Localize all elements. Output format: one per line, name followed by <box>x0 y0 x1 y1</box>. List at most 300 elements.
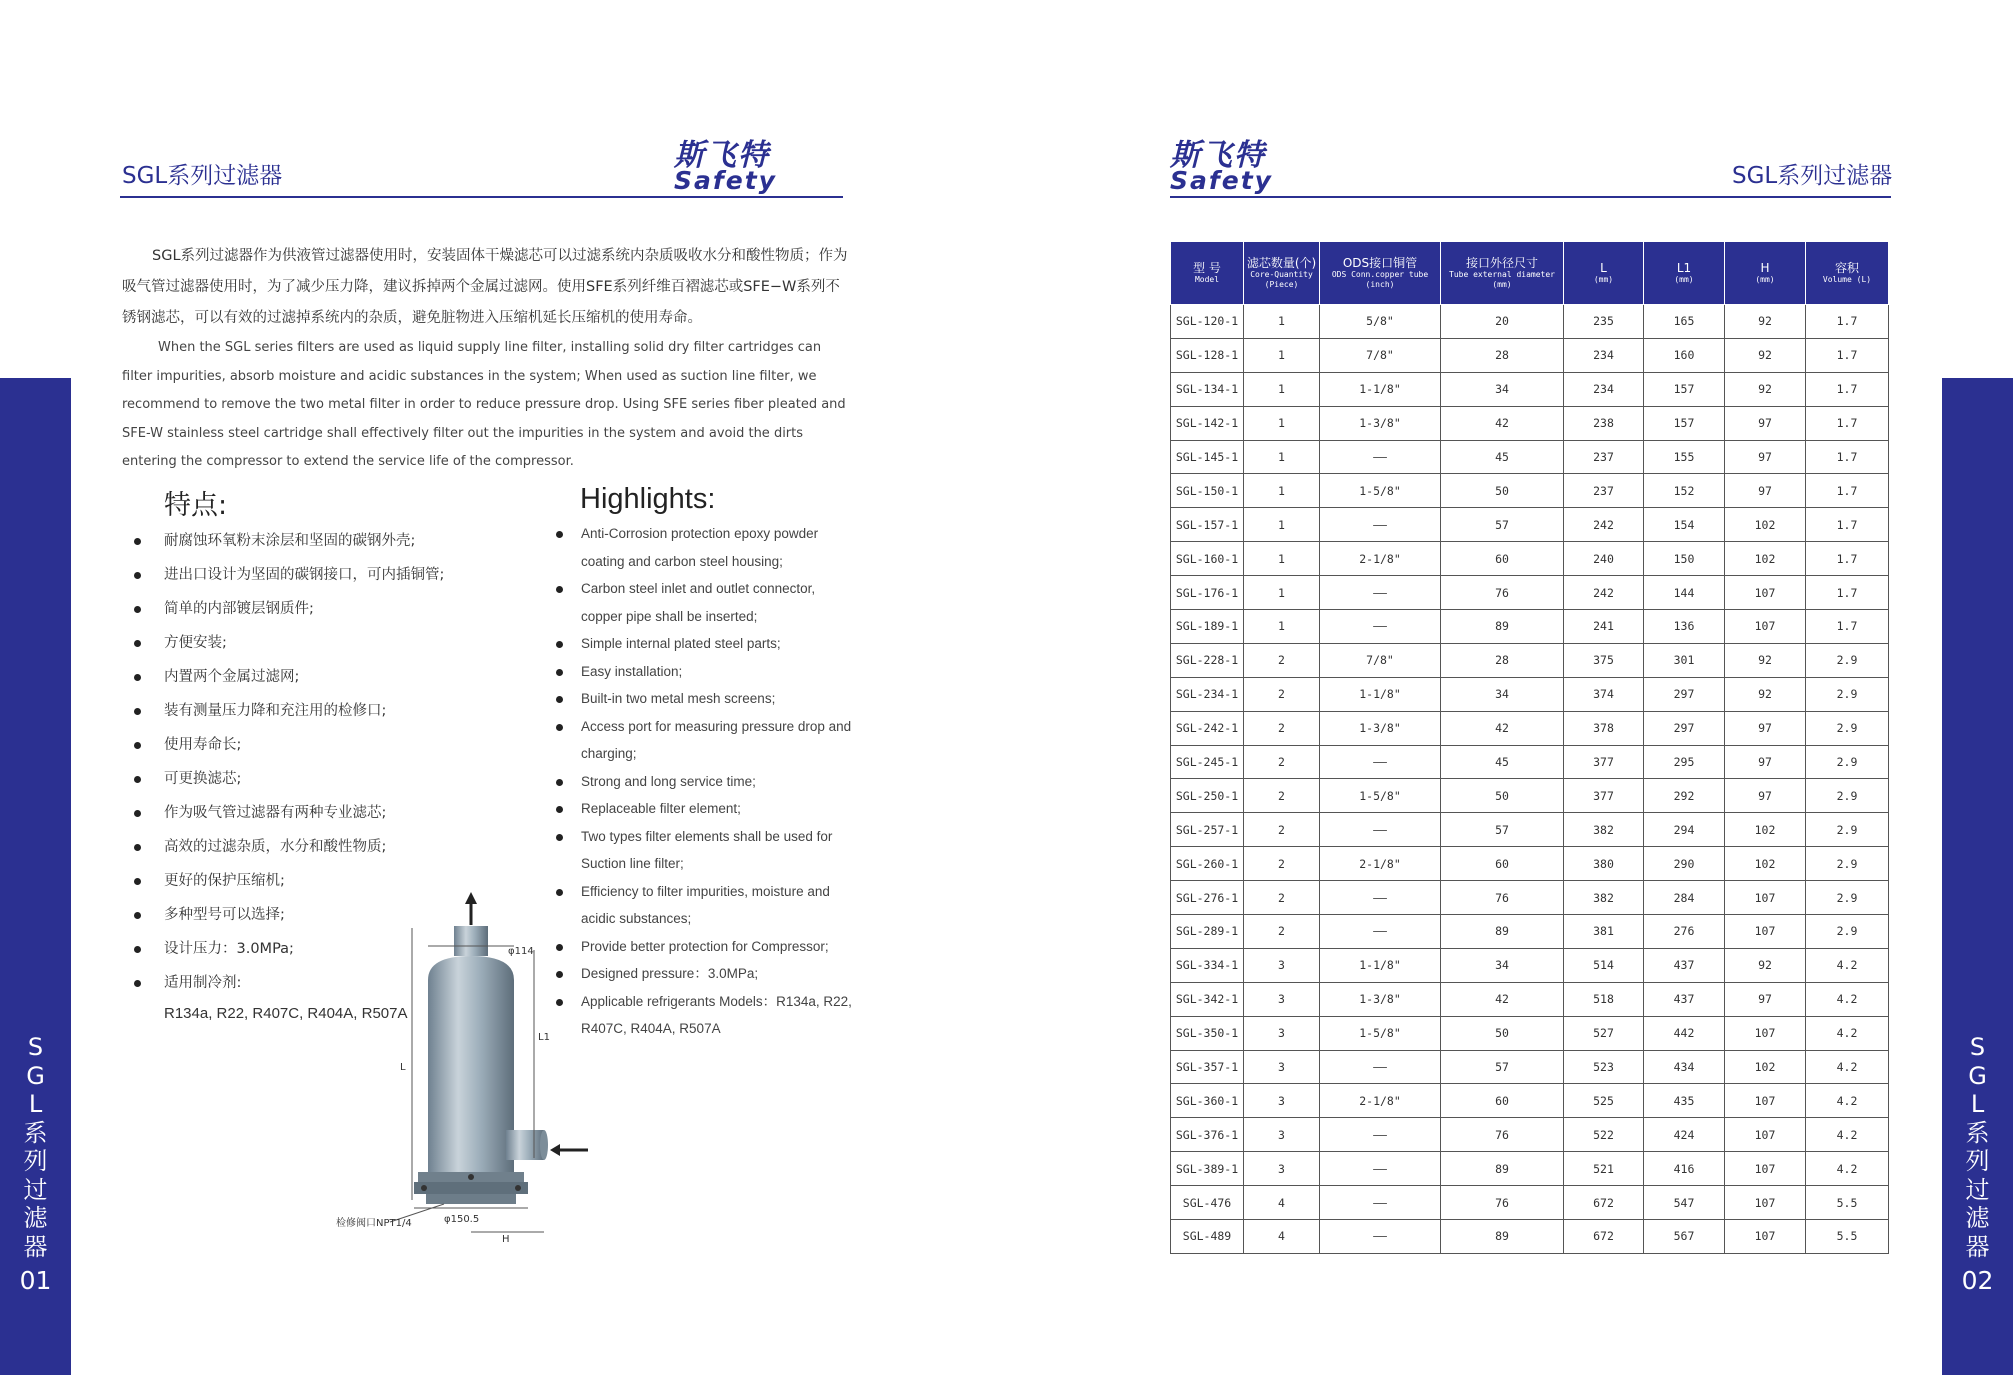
table-cell: 92 <box>1725 372 1806 406</box>
bullet-icon <box>134 606 141 613</box>
table-cell: SGL-128-1 <box>1171 338 1244 372</box>
right-brand-logo <box>1170 138 1340 195</box>
label-L1: L1 <box>538 1032 550 1043</box>
sidebar-char: S <box>27 1033 44 1061</box>
highlight-cn-item <box>130 526 444 560</box>
table-cell: 102 <box>1725 847 1806 881</box>
highlight-en-item <box>553 768 853 796</box>
label-dia-top: φ114 <box>508 946 534 957</box>
base-cap <box>426 1194 516 1204</box>
table-cell: SGL-360-1 <box>1171 1084 1244 1118</box>
table-cell: 382 <box>1564 813 1644 847</box>
table-cell: 3 <box>1244 1084 1320 1118</box>
table-cell: 1-5/8" <box>1320 1016 1441 1050</box>
table-cell: 4 <box>1244 1186 1320 1220</box>
table-cell: SGL-145-1 <box>1171 440 1244 474</box>
table-cell: 102 <box>1725 508 1806 542</box>
table-cell: 4.2 <box>1806 982 1889 1016</box>
table-cell: 97 <box>1725 779 1806 813</box>
table-cell: 672 <box>1564 1186 1644 1220</box>
bullet-icon <box>134 912 141 919</box>
table-cell: 3 <box>1244 982 1320 1016</box>
table-cell: SGL-350-1 <box>1171 1016 1244 1050</box>
table-cell: 107 <box>1725 1186 1806 1220</box>
table-cell: 2-1/8" <box>1320 847 1441 881</box>
table-cell: 380 <box>1564 847 1644 881</box>
highlight-cn-item <box>130 832 444 866</box>
table-cell: 2.9 <box>1806 915 1889 949</box>
table-cell: 7/8" <box>1320 643 1441 677</box>
table-cell: 76 <box>1441 576 1564 610</box>
left-page-number: 01 <box>19 1266 52 1295</box>
table-cell: 50 <box>1441 1016 1564 1050</box>
table-header-row <box>1171 242 1889 305</box>
table-cell: 3 <box>1244 948 1320 982</box>
table-row <box>1171 576 1889 610</box>
table-cell: 1 <box>1244 542 1320 576</box>
table-cell: 1.7 <box>1806 542 1889 576</box>
table-cell: 378 <box>1564 711 1644 745</box>
column-header-en: (mm) <box>1593 275 1614 284</box>
left-sidebar-title <box>0 1033 71 1261</box>
table-cell: 34 <box>1441 677 1564 711</box>
table-cell: SGL-245-1 <box>1171 745 1244 779</box>
table-cell: 3 <box>1244 1152 1320 1186</box>
table-row <box>1171 1118 1889 1152</box>
table-cell: 60 <box>1441 542 1564 576</box>
highlight-en-text: Two types filter elements shall be used for Suction line filter; <box>581 828 833 871</box>
label-L: L <box>400 1062 406 1073</box>
table-cell: 1.7 <box>1806 474 1889 508</box>
highlight-cn-text: 内置两个金属过滤网; <box>164 669 300 685</box>
highlight-en-text: Provide better protection for Compressor; <box>581 938 829 954</box>
table-cell: 237 <box>1564 440 1644 474</box>
table-row <box>1171 406 1889 440</box>
table-cell: 241 <box>1564 610 1644 644</box>
table-cell: 2-1/8" <box>1320 1084 1441 1118</box>
table-cell: SGL-376-1 <box>1171 1118 1244 1152</box>
table-cell: 2.9 <box>1806 711 1889 745</box>
highlight-cn-text: 方便安装; <box>164 635 227 651</box>
intro-english <box>122 334 852 477</box>
table-cell: 1-1/8" <box>1320 372 1441 406</box>
table-cell: 107 <box>1725 1152 1806 1186</box>
table-cell: 377 <box>1564 745 1644 779</box>
sidebar-char: 系 <box>1965 1118 1990 1147</box>
column-header-en: Volume (L) <box>1822 275 1872 284</box>
table-cell: 1.7 <box>1806 305 1889 339</box>
bullet-icon <box>556 531 563 538</box>
table-cell: 1-5/8" <box>1320 779 1441 813</box>
inlet-opening <box>540 1130 548 1160</box>
table-cell: 1.7 <box>1806 338 1889 372</box>
table-cell: 4 <box>1244 1220 1320 1254</box>
bullet-icon <box>134 674 141 681</box>
table-cell: 242 <box>1564 508 1644 542</box>
table-cell: 34 <box>1441 372 1564 406</box>
table-cell: 76 <box>1441 881 1564 915</box>
bullet-icon <box>134 572 141 579</box>
table-cell: SGL-176-1 <box>1171 576 1244 610</box>
highlight-en-text: Strong and long service time; <box>581 773 756 789</box>
sidebar-char: 器 <box>23 1232 48 1261</box>
highlight-cn-text: 作为吸气管过滤器有两种专业滤芯; <box>164 805 387 821</box>
table-cell: 2 <box>1244 881 1320 915</box>
table-cell: 97 <box>1725 406 1806 440</box>
highlight-en-item <box>553 630 853 658</box>
column-header-en: Tube external diameter (mm) <box>1449 270 1555 289</box>
table-row <box>1171 779 1889 813</box>
table-cell: 2 <box>1244 745 1320 779</box>
table-cell: SGL-250-1 <box>1171 779 1244 813</box>
right-sidebar-title <box>1942 1033 2013 1261</box>
table-cell: 92 <box>1725 948 1806 982</box>
highlight-cn-text: 进出口设计为坚固的碳钢接口，可内插铜管; <box>164 567 445 583</box>
table-cell: 276 <box>1644 915 1725 949</box>
table-cell: 4.2 <box>1806 1152 1889 1186</box>
table-cell: 521 <box>1564 1152 1644 1186</box>
logo-en: Safety <box>1170 166 1273 195</box>
table-cell: 2 <box>1244 813 1320 847</box>
bullet-icon <box>134 708 141 715</box>
highlight-cn-item <box>130 764 444 798</box>
table-cell: 2.9 <box>1806 881 1889 915</box>
table-row <box>1171 881 1889 915</box>
table-row <box>1171 1152 1889 1186</box>
table-cell: —— <box>1320 915 1441 949</box>
table-cell: 102 <box>1725 1050 1806 1084</box>
sidebar-char: 列 <box>23 1147 48 1175</box>
column-header-cn: L <box>1600 261 1607 275</box>
highlight-cn-text: 耐腐蚀环氧粉末涂层和坚固的碳钢外壳; <box>164 533 416 549</box>
highlight-en-text: Access port for measuring pressure drop and charging; <box>581 718 852 761</box>
table-cell: 1 <box>1244 305 1320 339</box>
bullet-icon <box>556 724 563 731</box>
refrigerants-cn: R134a, R22, R407C, R404A, R507A <box>164 1005 408 1022</box>
table-body <box>1171 305 1889 1254</box>
table-cell: 382 <box>1564 881 1644 915</box>
table-cell: 1.7 <box>1806 406 1889 440</box>
table-cell: 50 <box>1441 474 1564 508</box>
table-cell: 3 <box>1244 1118 1320 1152</box>
table-cell: SGL-489 <box>1171 1220 1244 1254</box>
highlight-cn-text: 更好的保护压缩机; <box>164 873 285 889</box>
table-cell: 4.2 <box>1806 1016 1889 1050</box>
table-cell: 3 <box>1244 1050 1320 1084</box>
table-cell: SGL-334-1 <box>1171 948 1244 982</box>
table-cell: 97 <box>1725 711 1806 745</box>
table-cell: 234 <box>1564 338 1644 372</box>
highlight-en-text: Applicable refrigerants Models：R134a, R22, R407C, R404A, R507A <box>581 993 852 1036</box>
table-cell: 165 <box>1644 305 1725 339</box>
highlights-cn-heading: 特点: <box>164 490 228 521</box>
column-header-en: Core-Quantity (Piece) <box>1250 270 1313 289</box>
table-cell: 107 <box>1725 576 1806 610</box>
table-row <box>1171 305 1889 339</box>
table-cell: 292 <box>1644 779 1725 813</box>
highlight-en-text: Designed pressure：3.0MPa; <box>581 966 759 981</box>
table-cell: 97 <box>1725 474 1806 508</box>
table-cell: —— <box>1320 745 1441 779</box>
table-cell: 567 <box>1644 1220 1725 1254</box>
table-cell: 89 <box>1441 1220 1564 1254</box>
table-cell: 60 <box>1441 1084 1564 1118</box>
table-cell: 1.7 <box>1806 372 1889 406</box>
table-cell: 1 <box>1244 508 1320 542</box>
table-cell: 92 <box>1725 643 1806 677</box>
table-row <box>1171 610 1889 644</box>
table-cell: 1-1/8" <box>1320 677 1441 711</box>
table-cell: 1 <box>1244 338 1320 372</box>
table-cell: —— <box>1320 881 1441 915</box>
table-cell: 1-5/8" <box>1320 474 1441 508</box>
table-cell: 89 <box>1441 610 1564 644</box>
column-header-en: ODS Conn.copper tube (inch) <box>1331 270 1429 289</box>
highlight-cn-item <box>130 628 444 662</box>
table-cell: 522 <box>1564 1118 1644 1152</box>
highlight-cn-text: 适用制冷剂: <box>164 975 242 991</box>
table-cell: 1.7 <box>1806 576 1889 610</box>
highlight-cn-text: 多种型号可以选择; <box>164 907 285 923</box>
table-row <box>1171 1186 1889 1220</box>
table-cell: 527 <box>1564 1016 1644 1050</box>
table-cell: SGL-242-1 <box>1171 711 1244 745</box>
column-header-cn: 型 号 <box>1193 261 1221 275</box>
bolt <box>515 1185 521 1191</box>
table-cell: 2.9 <box>1806 677 1889 711</box>
table-cell: 50 <box>1441 779 1564 813</box>
bullet-icon <box>134 538 141 545</box>
table-cell: SGL-189-1 <box>1171 610 1244 644</box>
table-cell: —— <box>1320 576 1441 610</box>
table-cell: 4.2 <box>1806 948 1889 982</box>
table-cell: 1 <box>1244 440 1320 474</box>
table-cell: 1.7 <box>1806 508 1889 542</box>
table-cell: 92 <box>1725 305 1806 339</box>
right-page-number: 02 <box>1961 1266 1994 1295</box>
table-cell: 1-3/8" <box>1320 982 1441 1016</box>
table-cell: 28 <box>1441 338 1564 372</box>
label-service-port: 检修阀口NPT1/4 <box>336 1218 412 1229</box>
table-cell: 3 <box>1244 1016 1320 1050</box>
table-cell: 28 <box>1441 643 1564 677</box>
table-cell: 107 <box>1725 1220 1806 1254</box>
table-cell: 2 <box>1244 847 1320 881</box>
table-cell: 97 <box>1725 440 1806 474</box>
intro-cn-text: SGL系列过滤器作为供液管过滤器使用时，安装固体干燥滤芯可以过滤系统内杂质吸收水分和酸性物质；作为吸气管过滤器使用时，为了减少压力降，建议拆掉两个金属过滤网。使用SFE系列纤维百褶滤芯或SFE−W系列不锈钢滤芯，可以有效的过滤掉系统内的杂质，避免脏物进入压缩机延长压缩机的使用寿命。 <box>122 248 848 326</box>
table-cell: 523 <box>1564 1050 1644 1084</box>
table-cell: 5.5 <box>1806 1186 1889 1220</box>
table-row <box>1171 1016 1889 1050</box>
highlight-en-text: Easy installation; <box>581 663 683 679</box>
table-cell: 89 <box>1441 915 1564 949</box>
table-cell: 290 <box>1644 847 1725 881</box>
column-header-cn: H <box>1760 261 1770 275</box>
table-cell: 1.7 <box>1806 440 1889 474</box>
table-cell: 20 <box>1441 305 1564 339</box>
table-cell: —— <box>1320 440 1441 474</box>
highlight-cn-item <box>130 696 444 730</box>
column-header <box>1725 242 1806 305</box>
table-cell: 2 <box>1244 677 1320 711</box>
table-cell: 102 <box>1725 542 1806 576</box>
table-cell: SGL-160-1 <box>1171 542 1244 576</box>
sidebar-char: 过 <box>1965 1175 1990 1204</box>
bullet-icon <box>556 834 563 841</box>
table-row <box>1171 1050 1889 1084</box>
bullet-icon <box>134 980 141 987</box>
table-cell: 2.9 <box>1806 779 1889 813</box>
table-cell: 107 <box>1725 610 1806 644</box>
table-cell: 2 <box>1244 711 1320 745</box>
column-header <box>1644 242 1725 305</box>
highlight-cn-item <box>130 662 444 696</box>
highlight-cn-text: 高效的过滤杂质，水分和酸性物质; <box>164 839 387 855</box>
sidebar-char: 滤 <box>23 1204 48 1232</box>
table-cell: 238 <box>1564 406 1644 440</box>
table-row <box>1171 440 1889 474</box>
table-cell: 107 <box>1725 915 1806 949</box>
table-cell: —— <box>1320 508 1441 542</box>
table-cell: 2.9 <box>1806 643 1889 677</box>
table-cell: 154 <box>1644 508 1725 542</box>
table-cell: 437 <box>1644 982 1725 1016</box>
table-cell: 92 <box>1725 677 1806 711</box>
table-cell: 157 <box>1644 372 1725 406</box>
table-cell: SGL-357-1 <box>1171 1050 1244 1084</box>
table-cell: 416 <box>1644 1152 1725 1186</box>
table-cell: 107 <box>1725 1118 1806 1152</box>
table-cell: SGL-120-1 <box>1171 305 1244 339</box>
table-row <box>1171 508 1889 542</box>
table-cell: 97 <box>1725 745 1806 779</box>
table-cell: 42 <box>1441 982 1564 1016</box>
left-brand-logo <box>674 138 844 195</box>
table-cell: SGL-234-1 <box>1171 677 1244 711</box>
table-cell: 45 <box>1441 440 1564 474</box>
table-cell: 57 <box>1441 1050 1564 1084</box>
table-row <box>1171 1220 1889 1254</box>
table-cell: 57 <box>1441 508 1564 542</box>
table-cell: SGL-150-1 <box>1171 474 1244 508</box>
highlight-cn-item <box>130 594 444 628</box>
table-cell: 435 <box>1644 1084 1725 1118</box>
column-header-cn: ODS接口铜管 <box>1342 256 1418 270</box>
table-cell: 284 <box>1644 881 1725 915</box>
bullet-icon <box>556 779 563 786</box>
table-cell: 301 <box>1644 643 1725 677</box>
table-row <box>1171 372 1889 406</box>
table-cell: 4.2 <box>1806 1050 1889 1084</box>
table-cell: 672 <box>1564 1220 1644 1254</box>
table-cell: 60 <box>1441 847 1564 881</box>
table-row <box>1171 474 1889 508</box>
table-row <box>1171 982 1889 1016</box>
sidebar-char: G <box>1968 1061 1987 1090</box>
table-cell: 92 <box>1725 338 1806 372</box>
bullet-icon <box>134 878 141 885</box>
inlet-pipe <box>506 1130 544 1160</box>
bullet-icon <box>134 776 141 783</box>
table-cell: —— <box>1320 1050 1441 1084</box>
table-row <box>1171 542 1889 576</box>
label-H: H <box>502 1234 510 1245</box>
table-cell: 2.9 <box>1806 847 1889 881</box>
column-header <box>1171 242 1244 305</box>
highlight-cn-text: 使用寿命长; <box>164 737 242 753</box>
table-row <box>1171 745 1889 779</box>
table-cell: 2.9 <box>1806 745 1889 779</box>
table-cell: 547 <box>1644 1186 1725 1220</box>
bullet-icon <box>556 669 563 676</box>
column-header-cn: 容积 <box>1834 261 1859 275</box>
table-cell: 2-1/8" <box>1320 542 1441 576</box>
table-cell: 89 <box>1441 1152 1564 1186</box>
highlight-en-text: Built-in two metal mesh screens; <box>581 691 776 706</box>
table-cell: 2 <box>1244 779 1320 813</box>
column-header-en: (mm) <box>1755 275 1775 284</box>
table-cell: 150 <box>1644 542 1725 576</box>
highlight-en-item <box>553 658 853 686</box>
intro-chinese <box>122 241 852 334</box>
sidebar-char: 过 <box>23 1175 48 1204</box>
table-cell: SGL-228-1 <box>1171 643 1244 677</box>
highlight-en-text: Efficiency to filter impurities, moisture and acidic substances; <box>581 883 830 926</box>
table-cell: 76 <box>1441 1186 1564 1220</box>
highlight-cn-text: 设计压力：3.0MPa; <box>164 941 294 957</box>
column-header <box>1320 242 1441 305</box>
column-header <box>1244 242 1320 305</box>
table-cell: 1 <box>1244 610 1320 644</box>
base-flange-bottom <box>414 1182 528 1194</box>
table-row <box>1171 338 1889 372</box>
table-cell: SGL-257-1 <box>1171 813 1244 847</box>
table-cell: 157 <box>1644 406 1725 440</box>
sidebar-char: L <box>1970 1090 1985 1118</box>
logo-cn: 斯飞特 <box>1170 138 1266 173</box>
highlight-cn-item <box>130 730 444 764</box>
table-cell: 434 <box>1644 1050 1725 1084</box>
table-cell: 152 <box>1644 474 1725 508</box>
table-cell: 34 <box>1441 948 1564 982</box>
column-header <box>1806 242 1889 305</box>
table-row <box>1171 915 1889 949</box>
table-cell: 294 <box>1644 813 1725 847</box>
table-cell: 237 <box>1564 474 1644 508</box>
table-cell: 525 <box>1564 1084 1644 1118</box>
table-cell: SGL-157-1 <box>1171 508 1244 542</box>
sidebar-char: S <box>1969 1033 1986 1061</box>
table-cell: 2.9 <box>1806 813 1889 847</box>
table-cell: 42 <box>1441 406 1564 440</box>
table-row <box>1171 1084 1889 1118</box>
table-cell: 144 <box>1644 576 1725 610</box>
right-page-title: SGL系列过滤器 <box>1732 163 1893 189</box>
table-row <box>1171 677 1889 711</box>
table-cell: 1 <box>1244 372 1320 406</box>
table-row <box>1171 643 1889 677</box>
table-cell: 297 <box>1644 677 1725 711</box>
table-cell: —— <box>1320 1118 1441 1152</box>
highlight-en-text: Anti-Corrosion protection epoxy powder coating and carbon steel housing; <box>581 526 819 569</box>
table-cell: 381 <box>1564 915 1644 949</box>
table-cell: 518 <box>1564 982 1644 1016</box>
highlight-en-text: Carbon steel inlet and outlet connector, copper pipe shall be inserted; <box>581 581 816 624</box>
sidebar-char: G <box>26 1061 45 1090</box>
table-cell: SGL-260-1 <box>1171 847 1244 881</box>
table-cell: 1 <box>1244 576 1320 610</box>
logo-cn: 斯飞特 <box>674 138 770 173</box>
